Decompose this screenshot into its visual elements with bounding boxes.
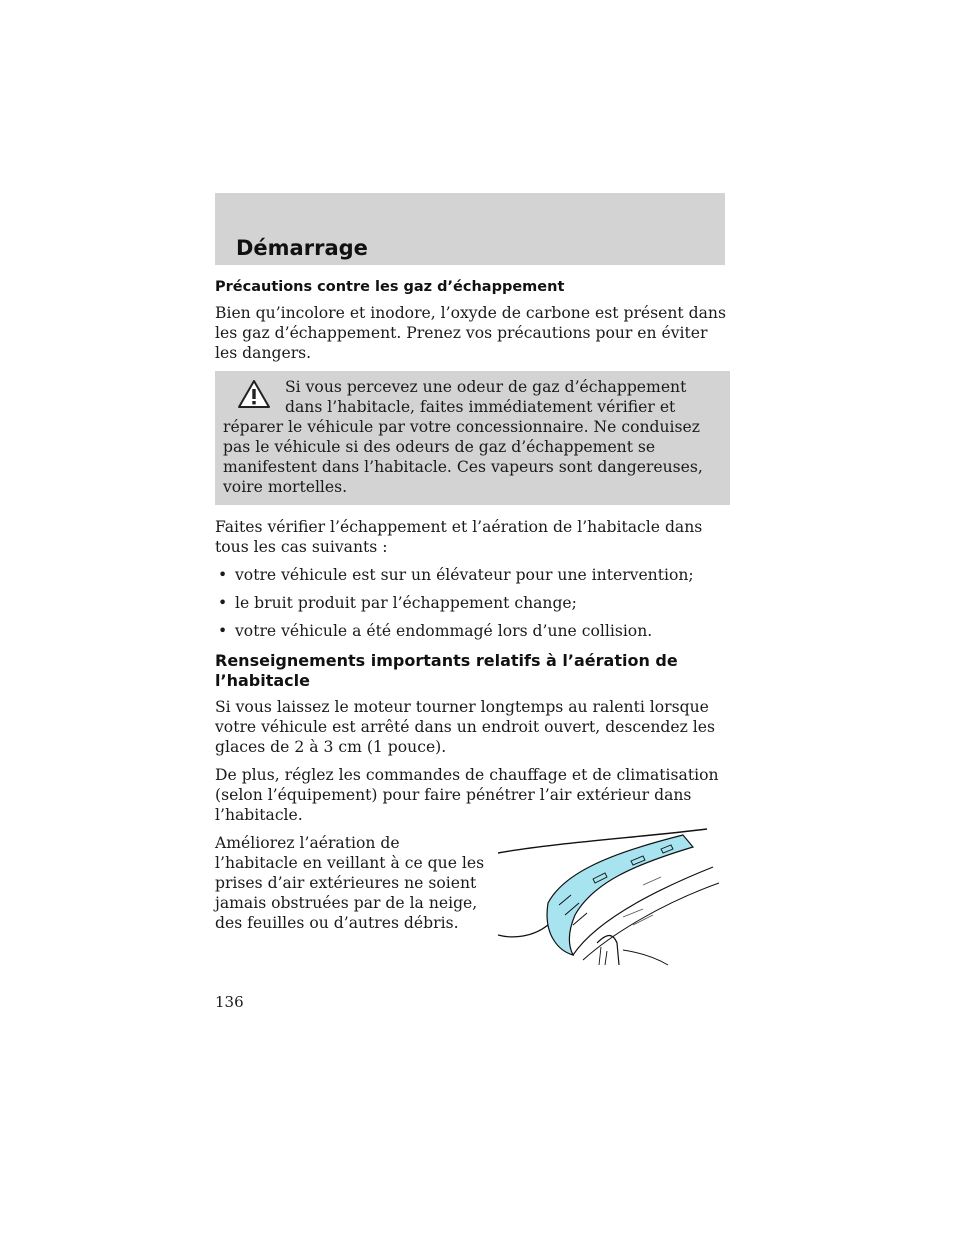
bullet-list: [215, 565, 730, 641]
page-content: [215, 277, 730, 941]
page-section-title: Démarrage: [236, 236, 368, 260]
check-intro-paragraph: Faites vérifier l’échappement et l’aération de l’habitacle dans tous les cas suivants :: [215, 518, 703, 556]
list-item: • le bruit produit par l’échappement change;: [218, 594, 577, 612]
warning-triangle-icon: [237, 379, 271, 409]
list-item: • votre véhicule est sur un élévateur pour une intervention;: [218, 566, 694, 584]
warning-text: Si vous percevez une odeur de gaz d’échappement dans l’habitacle, faites immédiatement vérifier et réparer le véhicule par votre concessionnaire. Ne conduisez pas le véhicule si des odeurs de gaz d’échappement se manifestent dans l’habitacle. Ces vapeurs sont dangereuses, voire mortelles.: [223, 378, 703, 496]
intro-paragraph: Bien qu’incolore et inodore, l’oxyde de carbone est présent dans les gaz d’échappement. Prenez vos précautions pour en éviter les dangers.: [215, 304, 726, 362]
climate-paragraph: De plus, réglez les commandes de chauffage et de climatisation (selon l’équipement) pour faire pénétrer l’air extérieur dans l’habitacle.: [215, 766, 719, 824]
air-intake-paragraph: Améliorez l’aération de l’habitacle en veillant à ce que les prises d’air extérieures ne soient jamais obstruées par de la neige, des feuilles ou d’autres débris.: [215, 834, 485, 932]
section-heading-ventilation: Renseignements importants relatifs à l’aération de l’habitacle: [215, 651, 678, 690]
section-heading-exhaust: Précautions contre les gaz d’échappement: [215, 279, 565, 295]
list-item: • votre véhicule a été endommagé lors d’une collision.: [218, 622, 653, 640]
bullet-icon: •: [218, 594, 228, 612]
cowl-air-intake-illustration: [493, 825, 728, 970]
idle-paragraph: Si vous laissez le moteur tourner longtemps au ralenti lorsque votre véhicule est arrêté dans un endroit ouvert, descendez les glaces de 2 à 3 cm (1 pouce).: [215, 698, 716, 756]
page-number: 136: [215, 993, 244, 1011]
bullet-icon: •: [218, 622, 228, 640]
warning-box: [215, 371, 730, 505]
bullet-icon: •: [218, 566, 228, 584]
figure-row: [215, 833, 730, 933]
